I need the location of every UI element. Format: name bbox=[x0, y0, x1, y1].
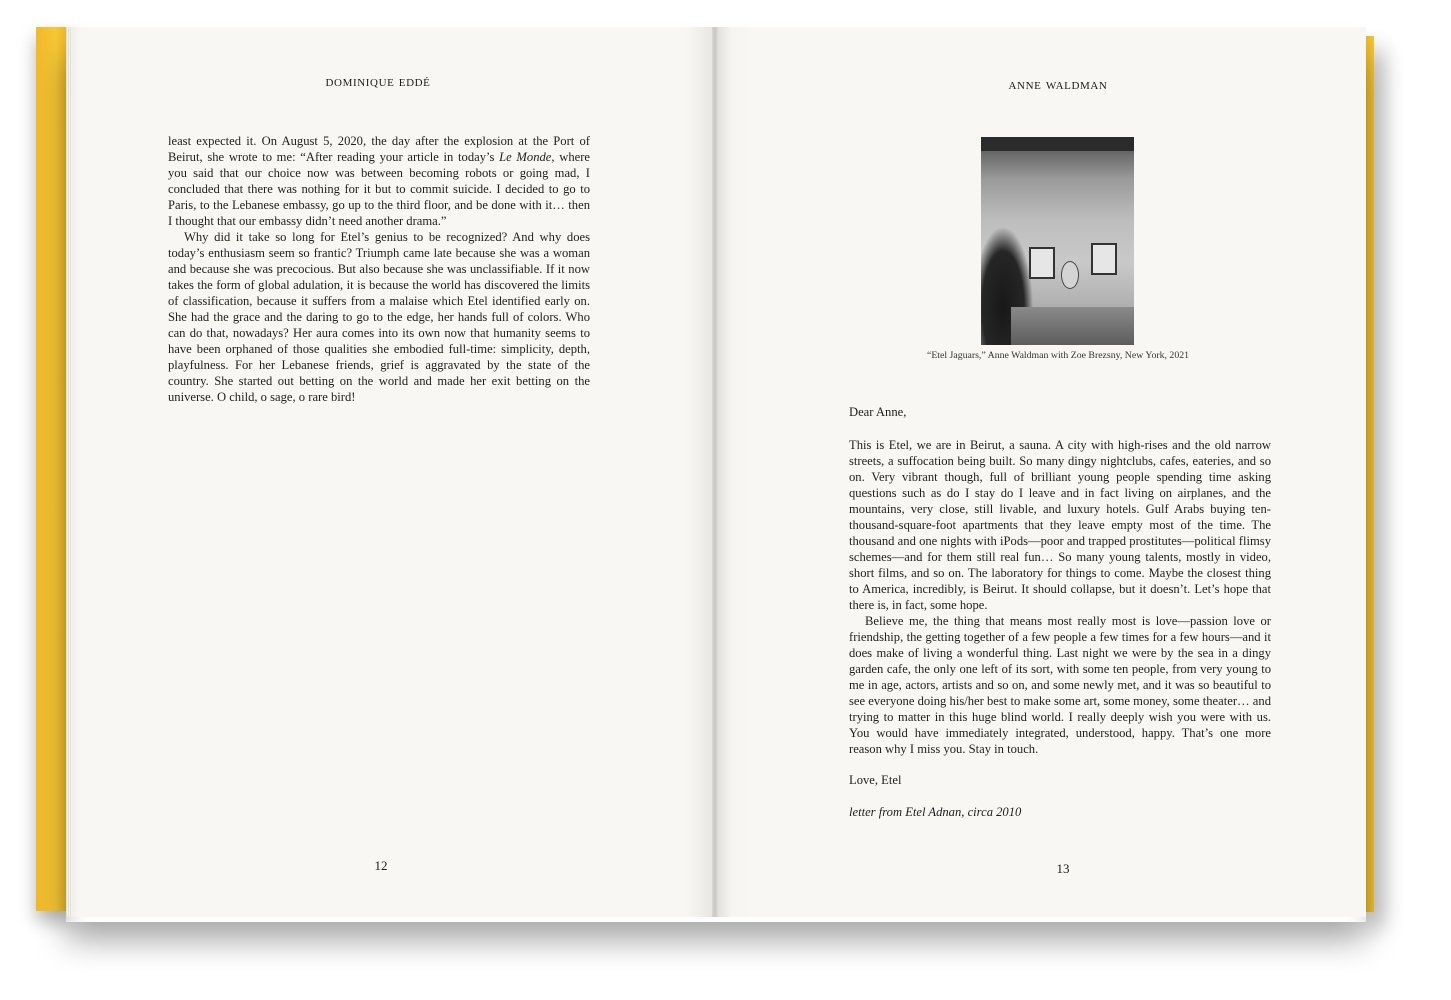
photo-frame-right bbox=[1091, 243, 1117, 275]
text-run: Why did it take so long for Etel’s genius to be recognized? And why does today’s enthusiasm seem so frantic? Triumph came late because she was a woman and because she was precocious. But also because she was unclassifiable. If it now takes the form of global adulation, it is because the world has discovered the limits of classification, because it suffers from a malaise which Etel identified early on. She had the grace and the daring to go to the edge, her hands full of colors. Who can do that, nowadays? Her aura comes into its own now that humanity seems to have been orphaned of those qualities she embodied full-time: simplicity, depth, playfulness. For her Lebanese friends, grief is aggravated by the state of the country. She started out betting on the world and made her exit betting on the universe. O child, o sage, o rare bird! bbox=[168, 230, 590, 404]
book-gutter bbox=[712, 27, 718, 917]
photo-caption: “Etel Jaguars,” Anne Waldman with Zoe Brezsny, New York, 2021 bbox=[926, 350, 1190, 361]
italic-title: Le Monde bbox=[499, 150, 552, 164]
paragraph bbox=[849, 613, 1271, 757]
text-run: least expected it. On August 5, 2020, the day after the explosion at the Port of Beirut, she wrote to me: “After reading your article in today’s bbox=[168, 134, 590, 164]
right-page-number: 13 bbox=[1056, 861, 1070, 876]
photo-wainscot bbox=[1011, 307, 1134, 345]
page-edges bbox=[66, 27, 72, 917]
paragraph bbox=[849, 437, 1271, 613]
paragraph bbox=[168, 229, 590, 405]
letter-signoff: Love, Etel bbox=[849, 773, 902, 787]
text-run: , where you said that our choice now was between becoming robots or going mad, I concluded that there was nothing for it but to commit suicide. I decided to go to Paris, to the Lebanese embassy, go up to the third floor, and be done with it… then I thought that our embassy didn’t need another drama.” bbox=[168, 150, 591, 228]
letter-body-text bbox=[849, 437, 1271, 757]
photo-ceiling bbox=[981, 137, 1134, 151]
photo-mask bbox=[1061, 261, 1079, 289]
letter-source: letter from Etel Adnan, circa 2010 bbox=[849, 805, 1022, 819]
paragraph bbox=[168, 133, 590, 229]
letter-salutation: Dear Anne, bbox=[849, 405, 907, 419]
text-run: This is Etel, we are in Beirut, a sauna. A city with high-rises and the old narrow streets, a suffocation being built. So many dingy nightclubs, cafes, eateries, and so on. Very vibrant though, full of brilliant young people spending time asking questions such as do I stay do I leave and in fact living on airplanes, and the mountains, very close, still livable, and luxury hotels. Gulf Arabs buying ten-thousand-square-foot apartments that they leave empty most of the time. The thousand and one nights with iPods—poor and trapped prostitutes—political flimsy schemes—and for them still real fun… So many young talents, mostly in video, short films, and so on. The laboratory for things to come. Maybe the closest thing to America, incredibly, is Beirut. It should collapse, but it doesn’t. Let’s hope that there is, in fact, some hope. bbox=[849, 438, 1271, 612]
left-page-number: 12 bbox=[374, 858, 388, 873]
left-running-head: dominique eddé bbox=[325, 74, 431, 90]
right-running-head: anne waldman bbox=[1008, 77, 1108, 93]
photograph bbox=[981, 137, 1134, 345]
text-run: Believe me, the thing that means most really most is love—passion love or friendship, the getting together of a few people a few times for a few hours—and it does make of living a wonderful thing. Last night we were by the sea in a dingy garden cafe, the only one left of its sort, with some ten people, from very young to me in age, actors, artists and so on, and some newly met, and it was so beautiful to see everyone doing his/her best to make some art, some money, some theater… and trying to matter in this huge blind world. I really deeply wish you were with us. You would have immediately integrated, understood, happy. That’s one more reason why I miss you. Stay in touch. bbox=[849, 614, 1271, 756]
photo-frame-left bbox=[1029, 247, 1055, 279]
left-body-text bbox=[168, 133, 590, 405]
